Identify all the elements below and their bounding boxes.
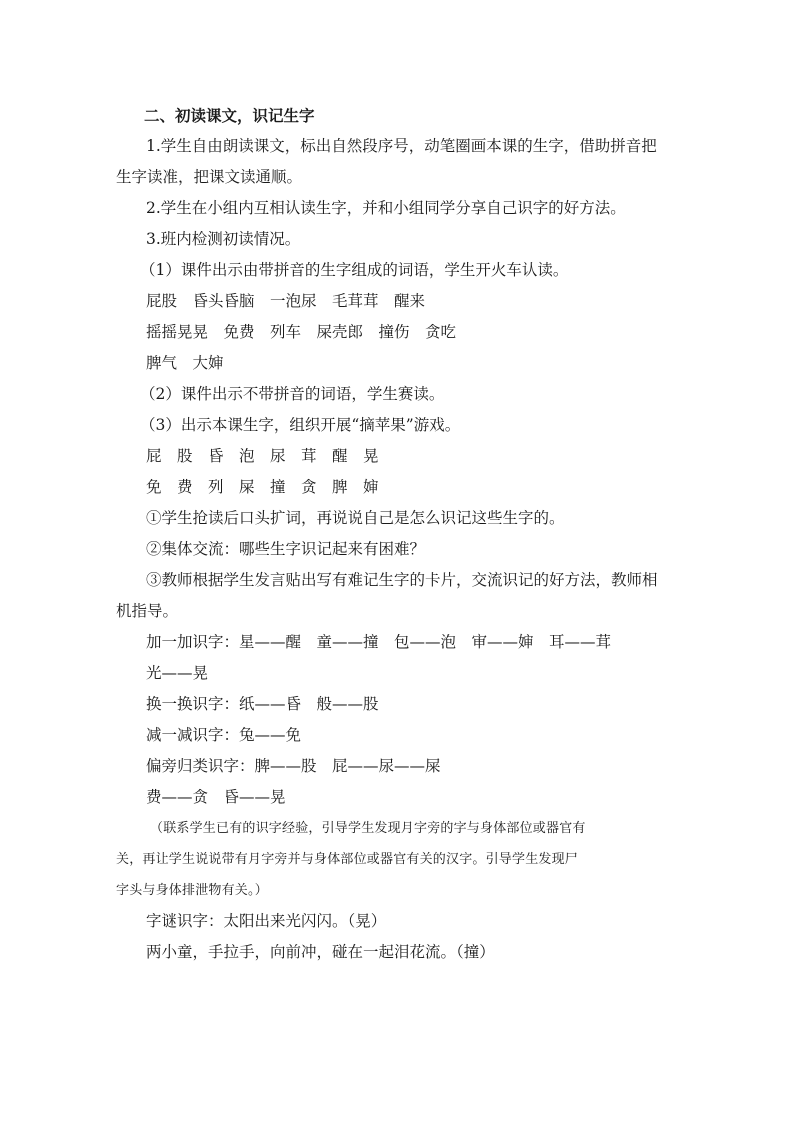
word-list-row-1: 屁股 昏头昏脑 一泡尿 毛茸茸 醒来 (146, 292, 426, 310)
radical-method-row-2: 费——贪 昏——晃 (146, 788, 286, 806)
word-list-row-2: 摇摇晃晃 免费 列车 屎壳郎 撞伤 贪吃 (146, 323, 457, 341)
radical-method-row-1: 偏旁归类识字：脾——股 屁——尿——屎 (146, 757, 441, 775)
char-item: 列 (208, 478, 224, 496)
substep-1: （1）课件出示由带拼音的生字组成的词语，学生开火车认读。 (140, 261, 569, 279)
riddle-2: 两小童，手拉手，向前冲，碰在一起泪花流。（撞） (146, 943, 495, 961)
activity-3-second-line: 机指导。 (116, 602, 179, 620)
char-item: 昏 (208, 447, 224, 465)
add-method-row-2: 光——晃 (146, 664, 209, 682)
char-item: 免 (146, 478, 162, 496)
teaching-note-line-1: （联系学生已有的识字经验，引导学生发现月字旁的字与身体部位或器官有 (150, 821, 586, 836)
activity-1: ①学生抢读后口头扩词，再说说自己是怎么识记这些生字的。 (146, 509, 565, 527)
char-item: 尿 (270, 447, 286, 465)
step-3: 3.班内检测初读情况。 (146, 230, 301, 248)
substep-3: （3）出示本课生字，组织开展“摘苹果”游戏。 (140, 416, 461, 434)
char-item: 茸 (301, 447, 317, 465)
riddle-1: 字谜识字：太阳出来光闪闪。（晃） (146, 912, 387, 930)
char-item: 贪 (301, 478, 317, 496)
char-item: 晃 (363, 447, 379, 465)
char-list-row-1 (146, 441, 676, 472)
step-1-second-line: 生字读准，把课文读通顺。 (116, 168, 303, 186)
substep-2: （2）课件出示不带拼音的词语，学生赛读。 (140, 385, 445, 403)
char-item: 屎 (239, 478, 255, 496)
swap-method: 换一换识字：纸——昏 般——股 (146, 695, 379, 713)
activity-2: ②集体交流：哪些生字识记起来有困难？ (146, 540, 426, 558)
char-item: 撞 (270, 478, 286, 496)
char-item: 婶 (363, 478, 379, 496)
section-title: 二、初读课文，识记生字 (144, 106, 315, 125)
char-item: 屁 (146, 447, 162, 465)
minus-method: 减一减识字：兔——免 (146, 726, 302, 744)
char-item: 脾 (332, 478, 348, 496)
teaching-note-line-2: 关，再让学生说说带有月字旁并与身体部位或器官有关的汉字。引导学生发现尸 (116, 852, 579, 867)
char-item: 费 (177, 478, 193, 496)
char-item: 泡 (239, 447, 255, 465)
char-list-row-2 (146, 472, 676, 503)
activity-3-first-line: ③教师根据学生发言贴出写有难记生字的卡片，交流识记的好方法，教师相 (146, 571, 658, 589)
step-1-first-line: 1.学生自由朗读课文，标出自然段序号，动笔圈画本课的生字，借助拼音把 (146, 137, 657, 155)
teaching-note-line-3: 字头与身体排泄物有关。） (116, 883, 268, 898)
document-page (116, 100, 676, 968)
char-item: 醒 (332, 447, 348, 465)
add-method-row-1: 加一加识字：星——醒 童——撞 包——泡 审——婶 耳——茸 (146, 633, 612, 651)
step-2: 2.学生在小组内互相认读生字，并和小组同学分享自己识字的好方法。 (146, 199, 626, 217)
word-list-row-3: 脾气 大婶 (146, 354, 224, 372)
char-item: 股 (177, 447, 193, 465)
